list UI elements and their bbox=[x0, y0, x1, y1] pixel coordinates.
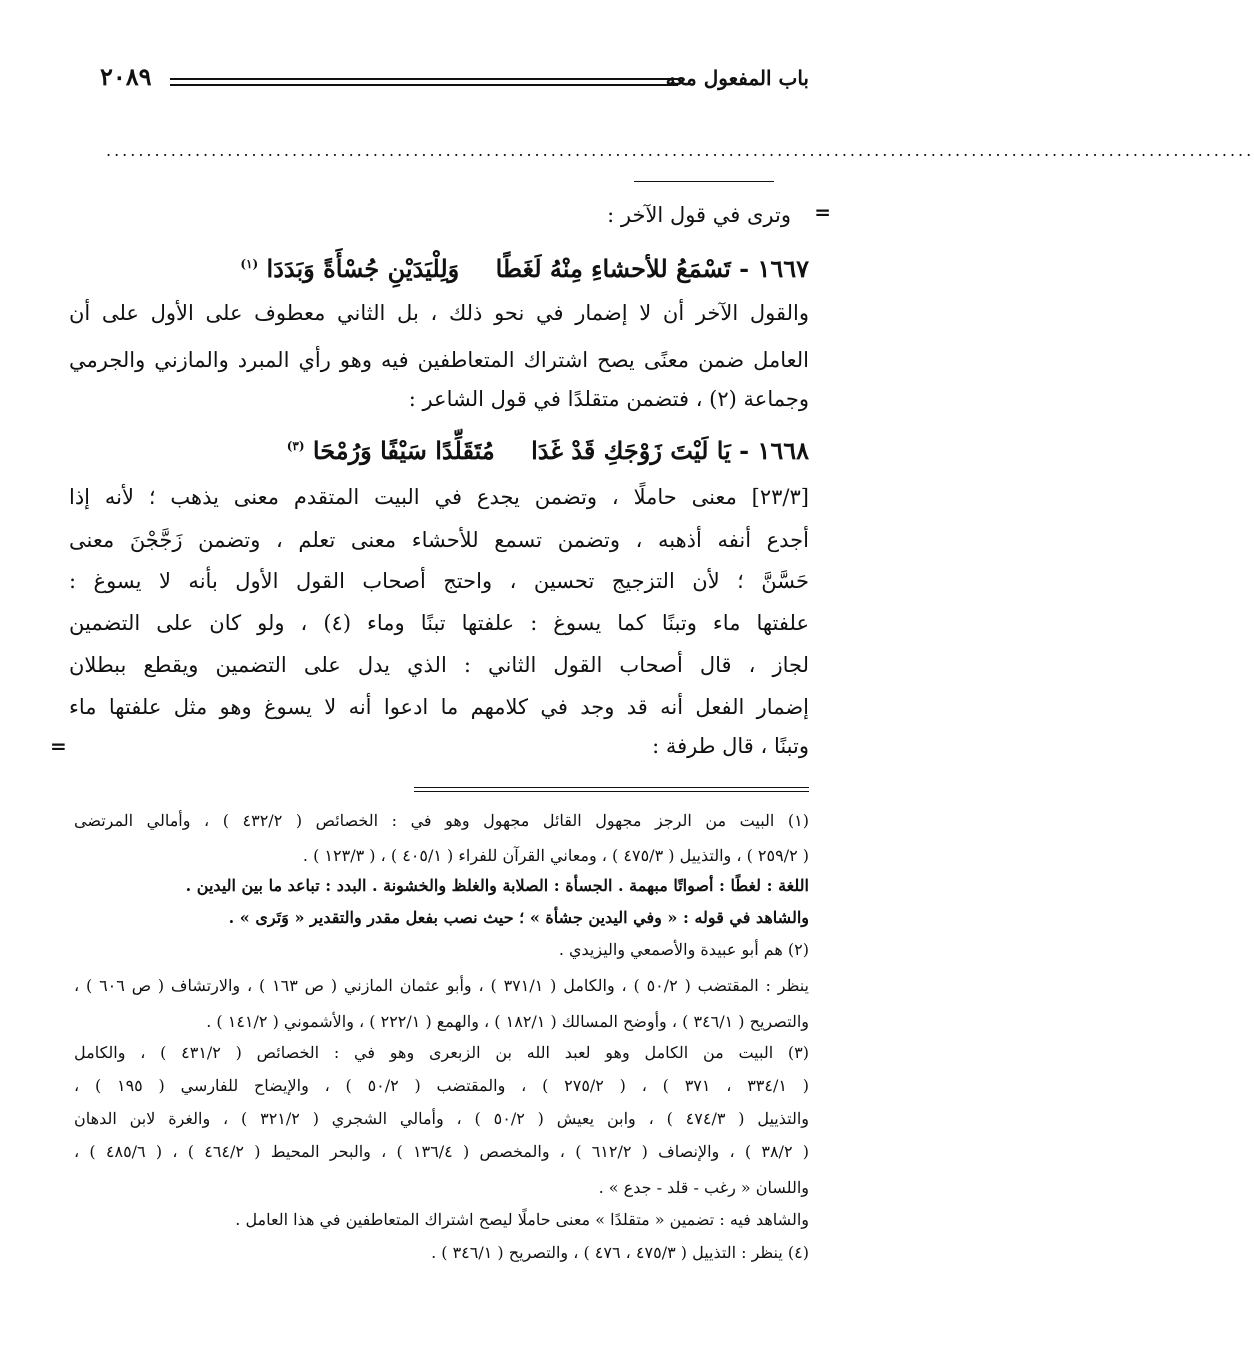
footnote-line: والتذييل ( ٤٧٤/٣ ) ، وابن يعيش ( ٥٠/٢ ) ، وأمالي الشجري ( ٣٢١/٢ ) ، والغرة لابن الدهان bbox=[74, 1109, 810, 1128]
footnote-line: (١) البيت من الرجز مجهول القائل مجهول وهو في : الخصائص ( ٤٣٢/٢ ) ، وأمالي المرتضى bbox=[74, 811, 810, 830]
paragraph-line: أجدع أنفه أذهبه ، وتضمن تسمع للأحشاء معنى تعلم ، وتضمن زَجَّجْنَ معنى bbox=[69, 528, 809, 552]
footnote-line: ( ٢٥٩/٢ ) ، والتذييل ( ٤٧٥/٣ ) ، ومعاني القرآن للفراء ( ٤٠٥/١ ) ، ( ١٢٣/٣ ) . bbox=[302, 846, 809, 865]
verse-1667 bbox=[240, 246, 809, 287]
footnote-line: ( ٣٣٤/١ ، ٣٧١ ) ، ( ٢٧٥/٢ ) ، والمقتضب ( ٥٠/٢ ) ، والإيضاح للفارسي ( ١٩٥ ) ، bbox=[74, 1076, 809, 1095]
footnote-ref: (٣) bbox=[286, 439, 305, 453]
footnote-line: ينظر : المقتضب ( ٥٠/٢ ) ، والكامل ( ٣٧١/١ ) ، وأبو عثمان المازني ( ص ١٦٣ ) ، والارتشاف ( ص ٦٠٦ ) ، bbox=[74, 976, 810, 995]
dotted-separator: .............................................................................................................................................. bbox=[106, 141, 1254, 160]
intro-line: وترى في قول الآخر : bbox=[607, 203, 791, 227]
paragraph-line: [٢٣/٣] معنى حاملًا ، وتضمن يجدع في البيت المتقدم معنى يذهب ؛ لأنه إذا bbox=[69, 485, 809, 509]
verse-second-half: وَلِلْيَدَيْنِ جُسْأَةً وَبَدَدَا bbox=[266, 254, 460, 283]
verse-first-half: تَسْمَعُ للأحشاءِ مِنْهُ لَغَطًا bbox=[495, 254, 731, 283]
paragraph-line: والقول الآخر أن لا إضمار في نحو ذلك ، بل الثاني معطوف على الأول على أن bbox=[69, 301, 809, 325]
verse-first-half: يَا لَيْتَ زَوْجَكِ قَدْ غَدَا bbox=[531, 436, 731, 465]
short-separator-rule bbox=[634, 181, 774, 182]
footnote-line: اللغة : لغطًا : أصواتًا مبهمة . الجسأة : الصلابة والغلظ والخشونة . البدد : تباعد ما بين اليدين . bbox=[185, 876, 809, 895]
verse-second-half: مُتَقَلِّدًا سَيْفًا وَرُمْحَا bbox=[312, 436, 495, 465]
paragraph-line: العامل ضمن معنًى يصح اشتراك المتعاطفين فيه وهو رأي المبرد والمازني والجرمي bbox=[69, 348, 809, 372]
footnote-line: ( ٣٨/٢ ) ، والإنصاف ( ٦١٢/٢ ) ، والمخصص ( ١٣٦/٤ ) ، والبحر المحيط ( ٤٦٤/٢ ) ، ( ٤٨٥/٦ ) ، bbox=[74, 1142, 810, 1161]
footnote-ref: (١) bbox=[240, 257, 259, 271]
paragraph-line: لجاز ، قال أصحاب القول الثاني : الذي يدل على التضمين ويقطع ببطلان bbox=[69, 653, 809, 677]
footnote-line: والشاهد في قوله : « وفي اليدين جشأة » ؛ حيث نصب بفعل مقدر والتقدير « وَتَرى » . bbox=[228, 908, 809, 927]
footnote-line: (٢) هم أبو عبيدة والأصمعي واليزيدي . bbox=[558, 940, 809, 959]
paragraph-line: وتبنًا ، قال طرفة : bbox=[652, 734, 809, 758]
chapter-title: باب المفعول معه bbox=[665, 66, 809, 90]
header-rule-top bbox=[170, 78, 678, 80]
verse-number: ١٦٦٧ - bbox=[739, 254, 809, 283]
page-number: ٢٠٨٩ bbox=[100, 62, 152, 91]
footnote-line: (٣) البيت من الكامل وهو لعبد الله بن الزبعرى وهو في : الخصائص ( ٤٣١/٢ ) ، والكامل bbox=[74, 1043, 809, 1062]
header-rule-bottom bbox=[170, 84, 678, 86]
margin-mark-top: = bbox=[814, 200, 831, 224]
footnote-rule bbox=[414, 791, 809, 792]
verse-1668 bbox=[287, 428, 809, 469]
paragraph-line: حَسَّنَّ ؛ لأن التزجيج تحسين ، واحتج أصحاب القول الأول بأنه لا يسوغ : bbox=[69, 569, 809, 593]
footnote-line: واللسان « رغب - قلد - جدع » . bbox=[598, 1178, 809, 1197]
footnote-rule bbox=[414, 787, 809, 788]
margin-mark-bottom: = bbox=[50, 734, 67, 758]
footnote-line: والتصريح ( ٣٤٦/١ ) ، وأوضح المسالك ( ١٨٢/١ ) ، والهمع ( ٢٢٢/١ ) ، والأشموني ( ١٤١/٢ ) . bbox=[206, 1012, 809, 1031]
verse-number: ١٦٦٨ - bbox=[739, 436, 809, 465]
footnote-line: (٤) ينظر : التذييل ( ٤٧٥/٣ ، ٤٧٦ ) ، والتصريح ( ٣٤٦/١ ) . bbox=[431, 1243, 809, 1262]
paragraph-line: علفتها ماء وتبنًا كما يسوغ : علفتها تبنًا وماء (٤) ، ولو كان على التضمين bbox=[69, 611, 809, 635]
paragraph-line: إضمار الفعل أنه قد وجد في كلامهم ما ادعوا أنه لا يسوغ وهو مثل علفتها ماء bbox=[69, 695, 809, 719]
paragraph-line: وجماعة (٢) ، فتضمن متقلدًا في قول الشاعر : bbox=[408, 387, 809, 411]
footnote-line: والشاهد فيه : تضمين « متقلدًا » معنى حاملًا ليصح اشتراك المتعاطفين في هذا العامل . bbox=[235, 1210, 809, 1229]
